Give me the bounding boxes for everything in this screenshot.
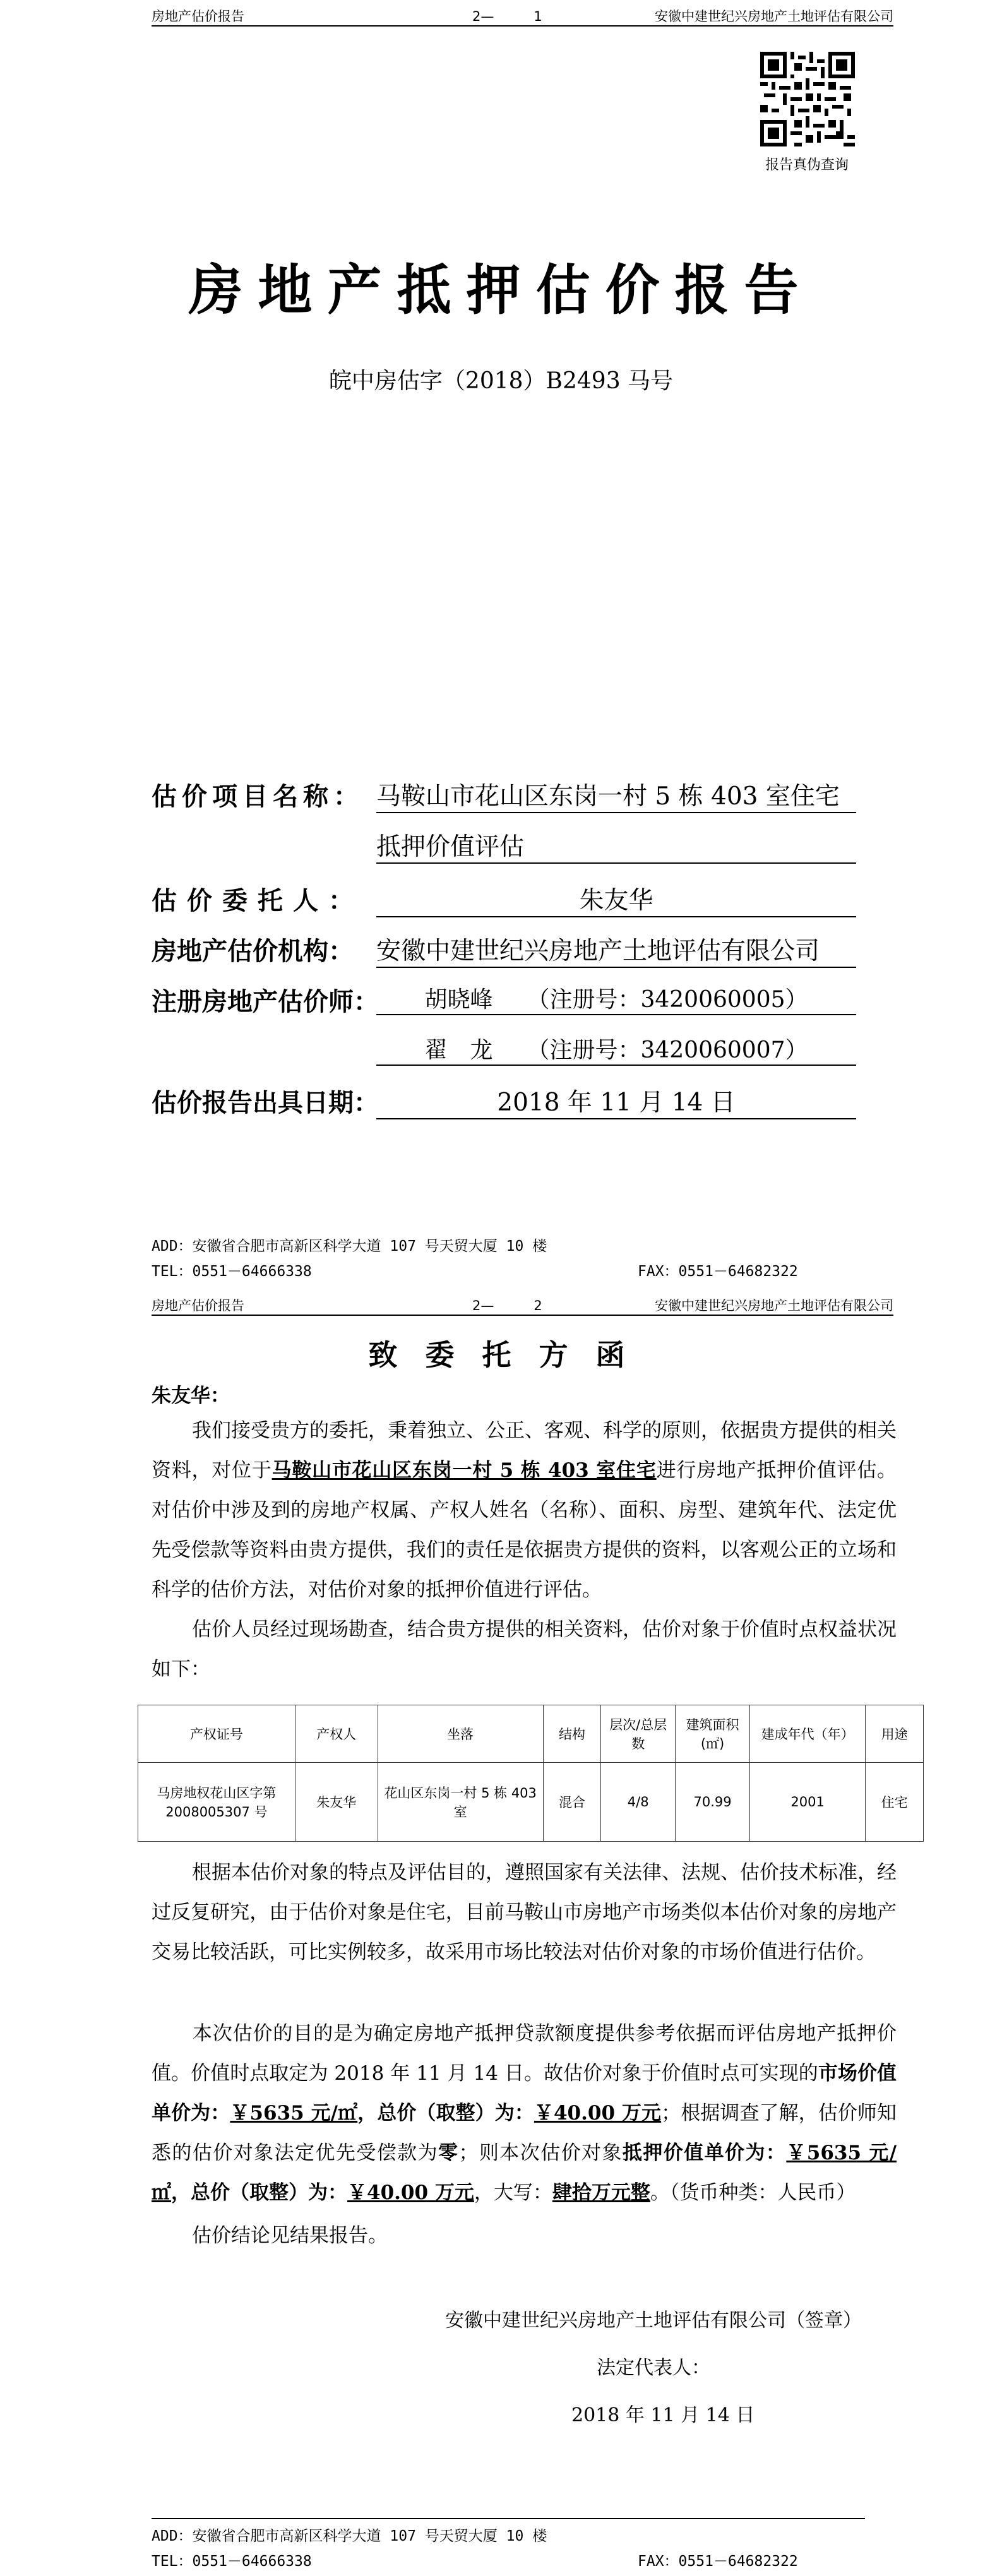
mortgage-total-price: ￥40.00 万元 bbox=[347, 2181, 474, 2204]
paragraph-5 bbox=[152, 2216, 897, 2256]
paragraph-4-d: ，大写： bbox=[474, 2181, 552, 2204]
paragraph-4-b: ；根据调查了解，估价师知悉的估价对象法定优先受偿款为 bbox=[152, 2102, 897, 2164]
table-header-cell: 建筑面积(㎡) bbox=[676, 1705, 750, 1763]
report-date-value: 2018 年 11 月 14 日 bbox=[376, 1083, 856, 1119]
appraiser-1: 胡晓峰 （注册号：3420060005） bbox=[376, 982, 856, 1015]
appraiser-2: 翟 龙 （注册号：3420060007） bbox=[376, 1032, 856, 1066]
client-label: 估价委托人： bbox=[152, 886, 364, 915]
market-total-label: ，总价（取整）为： bbox=[357, 2102, 534, 2125]
table-cell: 花山区东岗一村 5 栋 403 室 bbox=[378, 1763, 543, 1842]
project-name-value: 马鞍山市花山区东岗一村 5 栋 403 室住宅 bbox=[376, 777, 856, 813]
table-header-cell: 建成年代（年） bbox=[749, 1705, 865, 1763]
header-left-text: 房地产估价报告 bbox=[152, 1298, 244, 1313]
mortgage-unit-price: ￥5635 元/㎡ bbox=[152, 2142, 897, 2204]
table-cell: 70.99 bbox=[676, 1763, 750, 1842]
market-value-label: 市场价值单价为： bbox=[152, 2062, 897, 2125]
qr-caption: 报告真伪查询 bbox=[765, 157, 849, 173]
table-cell: 朱友华 bbox=[295, 1763, 378, 1842]
paragraph-4 bbox=[152, 2014, 897, 2213]
table-header-cell: 结构 bbox=[543, 1705, 601, 1763]
header-page-number: 2— 2 bbox=[472, 1298, 542, 1313]
property-address: 马鞍山市花山区东岗一村 5 栋 403 室住宅 bbox=[271, 1459, 657, 1482]
page1-header bbox=[152, 4, 893, 27]
paragraph-1-a: 我们接受贵方的委托，秉着独立、公正、客观、科学的原则，依据贵方提供的相关资料，对位于 bbox=[152, 1419, 897, 1482]
appraiser-label: 注册房地产估价师： bbox=[152, 987, 379, 1017]
table-cell: 混合 bbox=[543, 1763, 601, 1842]
paragraph-1 bbox=[152, 1411, 897, 1610]
paragraph-1-b: 进行房地产抵押价值评估。对估价中涉及到的房地产权属、产权人姓名（名称）、面积、房型、建筑年代、法定优先受偿款等资料由贵方提供，我们的责任是依据贵方提供的资料，以客观公正的立场和科学的估价方法，对估价对象的抵押价值进行评估。 bbox=[152, 1459, 897, 1601]
agency-value: 安徽中建世纪兴房地产土地评估有限公司 bbox=[376, 931, 856, 968]
table-header-cell: 层次/总层数 bbox=[601, 1705, 676, 1763]
signature-company: 安徽中建世纪兴房地产土地评估有限公司（签章） bbox=[445, 2310, 862, 2332]
main-title: 房地产抵押估价报告 bbox=[188, 259, 814, 322]
paragraph-3 bbox=[152, 1853, 897, 1972]
signature-representative: 法定代表人： bbox=[597, 2357, 710, 2379]
mortgage-value-label: 抵押价值单价为： bbox=[622, 2142, 787, 2164]
table-header-cell: 用途 bbox=[866, 1705, 924, 1763]
priority-payment: 零 bbox=[438, 2142, 459, 2164]
market-total-price: ￥40.00 万元 bbox=[534, 2102, 662, 2125]
paragraph-4-e: 。（货币种类：人民币） bbox=[650, 2181, 856, 2204]
report-number: 皖中房估字（2018）B2493 马号 bbox=[328, 368, 674, 394]
report-date-label: 估价报告出具日期： bbox=[152, 1088, 379, 1118]
market-unit-price: ￥5635 元/㎡ bbox=[230, 2102, 358, 2125]
table-header-cell: 产权人 bbox=[295, 1705, 378, 1763]
page2-footer-fax: FAX：0551－64682322 bbox=[638, 2553, 798, 2570]
paragraph-4-c: ；则本次估价对象 bbox=[458, 2142, 623, 2164]
page2-footer-divider bbox=[152, 2518, 865, 2519]
table-cell: 4/8 bbox=[601, 1763, 676, 1842]
salutation: 朱友华： bbox=[152, 1385, 230, 1407]
table-header-row bbox=[138, 1705, 924, 1763]
client-value: 朱友华 bbox=[376, 881, 856, 917]
paragraph-2 bbox=[152, 1610, 897, 1690]
table-header-cell: 产权证号 bbox=[138, 1705, 295, 1763]
qr-code-icon[interactable] bbox=[760, 52, 855, 146]
paragraph-3-text: 根据本估价对象的特点及评估目的，遵照国家有关法律、法规、估价技术标准，经过反复研究，由于估价对象是住宅，目前马鞍山市房地产市场类似本估价对象的房地产交易比较活跃，可比实例较多，故采用市场比较法对估价对象的市场价值进行估价。 bbox=[152, 1861, 897, 1964]
amount-in-words: 肆拾万元整 bbox=[552, 2181, 650, 2204]
table-cell: 2001 bbox=[749, 1763, 865, 1842]
paragraph-4-a: 本次估价的目的是为确定房地产抵押贷款额度提供参考依据而评估房地产抵押价值。价值时点取定为 2018 年 11 月 14 日。故估价对象于价值时点可实现的 bbox=[152, 2022, 897, 2085]
table-cell: 马房地权花山区字第 2008005307 号 bbox=[138, 1763, 295, 1842]
page2-header bbox=[152, 1293, 893, 1316]
page2-footer-tel: TEL：0551－64666338 bbox=[152, 2553, 312, 2570]
project-name-label: 估价项目名称： bbox=[152, 782, 364, 811]
header-page-number: 2— 1 bbox=[472, 9, 542, 24]
header-right-text: 安徽中建世纪兴房地产土地评估有限公司 bbox=[655, 9, 893, 24]
signature-date: 2018 年 11 月 14 日 bbox=[571, 2404, 755, 2426]
letter-title: 致 委 托 方 函 bbox=[368, 1338, 634, 1372]
page1-footer-address: ADD：安徽省合肥市高新区科学大道 107 号天贸大厦 10 楼 bbox=[152, 1238, 547, 1255]
header-left-text: 房地产估价报告 bbox=[152, 9, 244, 24]
table-row bbox=[138, 1763, 924, 1842]
mortgage-total-label: ，总价（取整）为： bbox=[171, 2181, 347, 2204]
page1-footer-fax: FAX：0551－64682322 bbox=[638, 1263, 798, 1280]
agency-label: 房地产估价机构： bbox=[152, 937, 354, 966]
page1-footer-tel: TEL：0551－64666338 bbox=[152, 1263, 312, 1280]
project-name-value-2: 抵押价值评估 bbox=[376, 827, 856, 864]
table-header-cell: 坐落 bbox=[378, 1705, 543, 1763]
header-right-text: 安徽中建世纪兴房地产土地评估有限公司 bbox=[655, 1298, 893, 1313]
paragraph-5-text: 估价结论见结果报告。 bbox=[192, 2224, 388, 2247]
table-cell: 住宅 bbox=[866, 1763, 924, 1842]
property-table bbox=[138, 1705, 924, 1842]
paragraph-2-text: 估价人员经过现场勘查，结合贵方提供的相关资料，估价对象于价值时点权益状况如下： bbox=[152, 1618, 897, 1681]
page2-footer-address: ADD：安徽省合肥市高新区科学大道 107 号天贸大厦 10 楼 bbox=[152, 2528, 547, 2544]
